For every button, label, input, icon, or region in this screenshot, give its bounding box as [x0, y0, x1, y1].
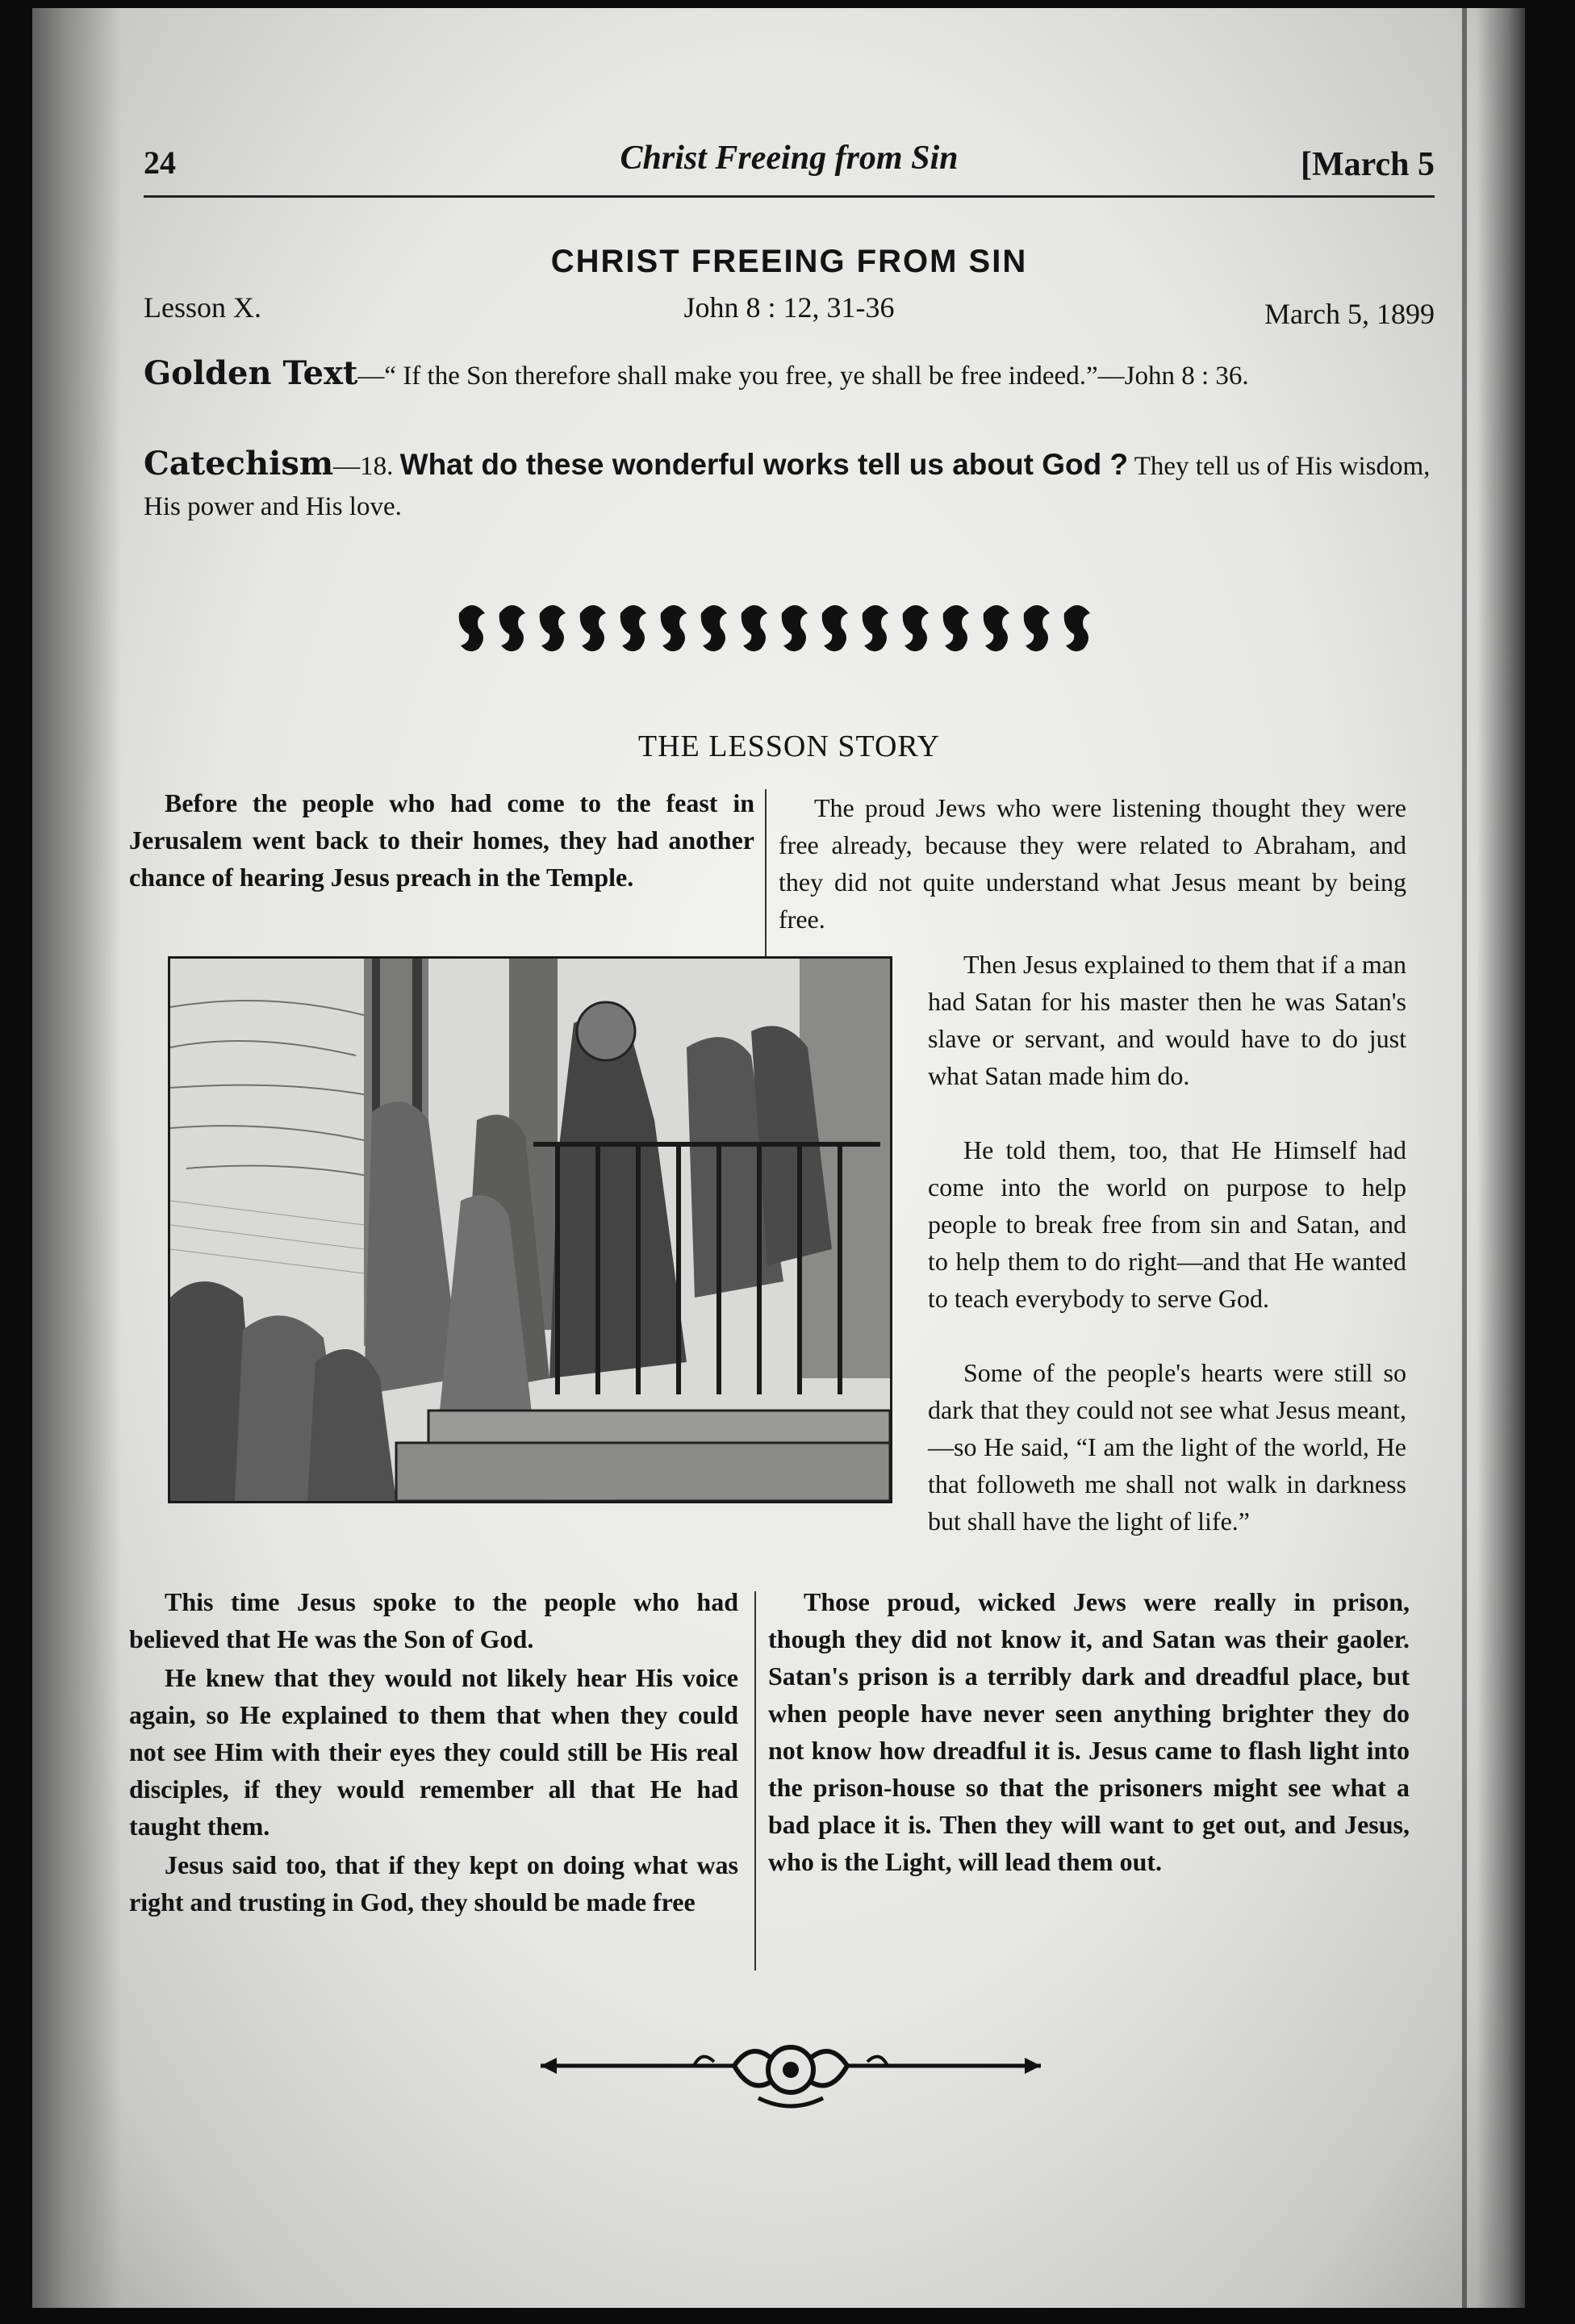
column-rule-bottom	[754, 1591, 756, 1971]
running-head	[144, 139, 1435, 198]
book-spine	[1462, 8, 1467, 2308]
fleuron-icon	[742, 605, 767, 651]
lesson-meta	[144, 290, 1435, 331]
fleuron-icon	[661, 605, 687, 651]
running-title: Christ Freeing from Sin	[620, 140, 959, 177]
fleuron-icon	[701, 605, 727, 651]
fleuron-icon	[782, 605, 808, 651]
fleuron-icon	[822, 605, 848, 651]
right-paragraph-2: Then Jesus explained to them that if a man had Satan for his master then he was Satan's slave or servant, and would have to do just what Satan made him do.	[928, 950, 1406, 1090]
golden-text-label: Golden Text	[144, 354, 358, 392]
golden-text	[144, 353, 1435, 396]
page-shadow-left	[32, 8, 121, 2308]
scanned-page	[32, 8, 1525, 2308]
fleuron-icon	[943, 605, 969, 651]
fleuron-row-icon	[452, 589, 1138, 670]
fleuron-icon	[984, 605, 1009, 651]
right-paragraph-4: Some of the people's hearts were still so dark that they could not see what Jesus meant,—so He said, “I am the light of the world, He that followeth me shall not walk in darkness but shall have the light of life.”	[928, 1358, 1406, 1536]
fleuron-icon	[459, 605, 485, 651]
left-paragraph-1: Before the people who had come to the feast in Jerusalem went back to their homes, they had another chance of hearing Jesus preach in the Temple.	[129, 788, 754, 892]
golden-text-body: —“ If the Son therefore shall make you free, ye shall be free indeed.”—John 8 : 36.	[357, 362, 1249, 391]
fleuron-icon	[863, 605, 888, 651]
scroll-tailpiece-icon	[533, 2025, 1049, 2114]
lesson-number: Lesson X.	[144, 291, 261, 324]
fleuron-icon	[580, 605, 606, 651]
catechism-answer: They tell us of His wisdom, His power and His love.	[144, 452, 1431, 521]
page-number: 24	[144, 144, 176, 181]
fleuron-icon	[620, 605, 646, 651]
scripture-reference: John 8 : 12, 31-36	[683, 291, 895, 324]
left-paragraph-3: He knew that they would not likely hear His voice again, so He explained to them that when they could not see Him with their eyes they could still be His real disciples, if they would remember all that He had taught them.	[129, 1663, 738, 1841]
running-date: [March 5	[1300, 146, 1435, 183]
catechism	[144, 444, 1435, 527]
left-paragraph-4: Jesus said too, that if they kept on doing what was right and trusting in God, they should be made free	[129, 1850, 738, 1916]
fleuron-icon	[903, 605, 929, 651]
story-heading: THE LESSON STORY	[637, 729, 941, 763]
right-paragraph-3: He told them, too, that He Himself had come into the world on purpose to help people to break free from sin and Satan, and to help them to do right—and that He wanted to teach everybody to serve God.	[928, 1135, 1406, 1313]
left-paragraph-2: This time Jesus spoke to the people who had believed that He was the Son of God.	[129, 1587, 738, 1653]
right-paragraph-5: Those proud, wicked Jews were really in prison, though they did not know it, and Satan was their gaoler. Satan's prison is a terribly dark and dreadful place, but when people have never seen anything brighter they do not know how dreadful it is. Jesus came to flash light into the prison-house so that the prisoners might see what a bad place it is. Then they will want to get out, and Jesus, who is the Light, will lead them out.	[768, 1587, 1410, 1876]
lesson-date: March 5, 1899	[1264, 298, 1435, 330]
catechism-question: What do these wonderful works tell us about God ?	[399, 448, 1129, 481]
engraving-illustration-icon	[168, 956, 892, 1503]
catechism-number: —18.	[333, 452, 394, 481]
right-paragraph-1: The proud Jews who were listening thought they were free already, because they were related to Abraham, and they did not quite understand what Jesus meant by being free.	[779, 793, 1406, 934]
lesson-title: CHRIST FREEING FROM SIN	[550, 244, 1028, 279]
fleuron-icon	[540, 605, 566, 651]
column-rule-top	[765, 789, 767, 959]
page-shadow-right	[1477, 8, 1525, 2308]
fleuron-icon	[499, 605, 525, 651]
catechism-label: Catechism	[144, 445, 334, 483]
fleuron-icon	[1024, 605, 1050, 651]
fleuron-icon	[1064, 605, 1090, 651]
